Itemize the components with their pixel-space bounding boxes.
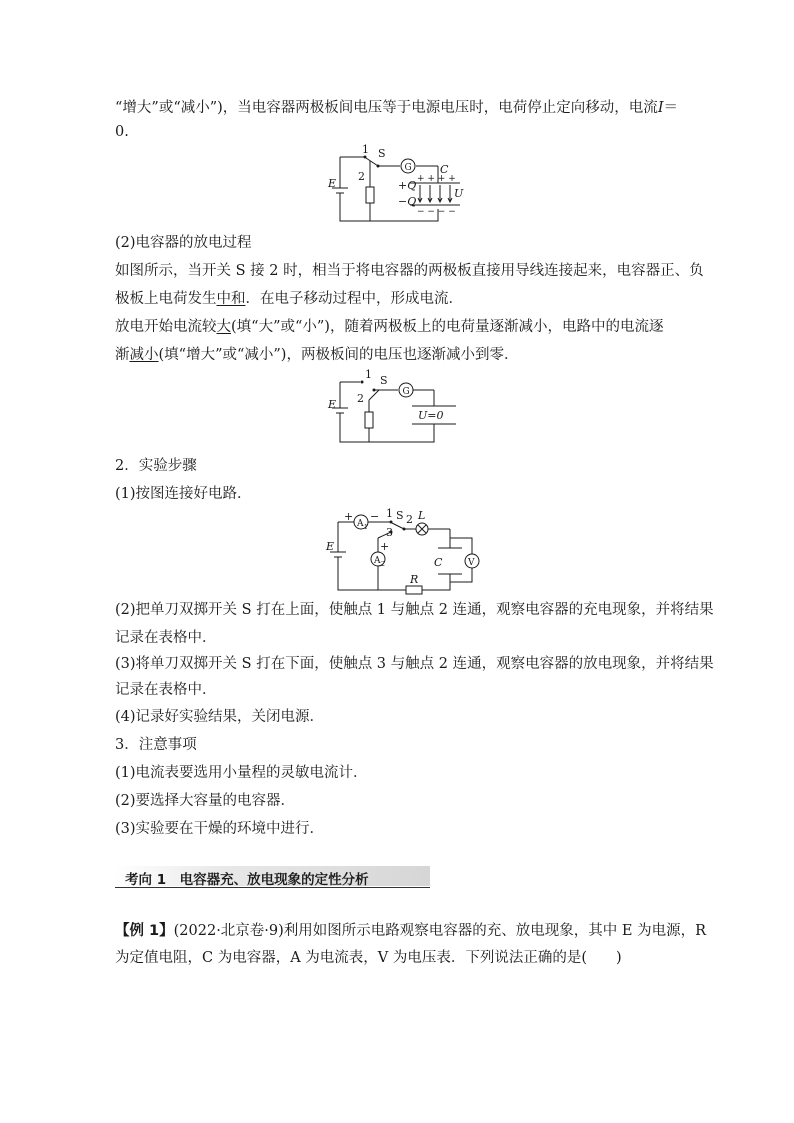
plate-plus-signs: + + + + bbox=[417, 174, 456, 184]
plus-terminal-2: + bbox=[380, 540, 390, 553]
discharge-p1-line-2: 极板上电荷发生中和．在电子移动过程中，形成电流． bbox=[115, 291, 463, 307]
emf-label: E bbox=[328, 177, 337, 190]
charging-circuit-diagram bbox=[320, 143, 470, 225]
emf-label: E bbox=[326, 540, 335, 553]
plus-q-label: +Q bbox=[398, 179, 417, 192]
plus-terminal: + bbox=[344, 510, 354, 523]
contact-1-label: 1 bbox=[362, 143, 369, 156]
contact-2-label: 2 bbox=[358, 170, 365, 183]
switch-label: S bbox=[378, 147, 386, 160]
discharge-p1-line-1: 如图所示，当开关 S 接 2 时，相当于将电容器的两极板直接用导线连接起来，电容器正、负 bbox=[115, 263, 704, 279]
step-3-line-2: 记录在表格中． bbox=[115, 682, 217, 698]
switch-label: S bbox=[396, 509, 404, 522]
step-2-line-2: 记录在表格中． bbox=[115, 630, 217, 646]
switch-label: S bbox=[380, 374, 388, 387]
voltmeter-label: V bbox=[468, 558, 475, 568]
example-tag: 【例 1】 bbox=[115, 923, 174, 939]
contact-1-label: 1 bbox=[365, 368, 372, 381]
note-2: (2)要选择大容量的电容器． bbox=[115, 793, 296, 809]
example-1-line-1 bbox=[115, 921, 706, 941]
galvanometer-label: G bbox=[402, 387, 410, 397]
notes-heading: 3．注意事项 bbox=[115, 737, 197, 753]
step-4: (4)记录好实验结果，关闭电源． bbox=[115, 709, 325, 725]
section-heading-bar bbox=[115, 866, 430, 890]
contact-2-label: 2 bbox=[357, 392, 364, 405]
minus-q-label: −Q bbox=[398, 195, 417, 208]
step-1: (1)按图连接好电路． bbox=[115, 486, 252, 502]
ammeter-2-label: A bbox=[374, 556, 381, 566]
galvanometer-label: G bbox=[404, 163, 412, 173]
steps-heading: 2．实验步骤 bbox=[115, 458, 197, 474]
contact-3-label: 3 bbox=[386, 526, 393, 539]
contact-2-label: 2 bbox=[406, 513, 413, 526]
ammeter-1-label: A bbox=[357, 519, 364, 529]
capacitor-label: C bbox=[434, 556, 443, 569]
emf-label: E bbox=[328, 398, 337, 411]
charge-end-line-2: 0. bbox=[115, 124, 129, 140]
answer-large: 大 bbox=[216, 319, 231, 335]
answer-decrease: 减小 bbox=[129, 347, 159, 363]
note-1: (1)电流表要选用小量程的灵敏电流计． bbox=[115, 765, 368, 781]
contact-1-label: 1 bbox=[386, 507, 393, 520]
step-3-line-1: (3)将单刀双掷开关 S 打在下面，使触点 3 与触点 2 连通，观察电容器的放电现象，并将结果 bbox=[115, 656, 714, 672]
discharging-circuit-diagram bbox=[322, 368, 472, 446]
section-title: 考向 1 电容器充、放电现象的定性分析 bbox=[125, 872, 369, 888]
voltage-label: U bbox=[454, 187, 464, 200]
example-1-line-2: 为定值电阻，C 为电容器，A 为电流表，V 为电压表．下列说法正确的是( ) bbox=[115, 950, 622, 966]
capacitor-label: C bbox=[440, 163, 449, 176]
discharge-heading: (2)电容器的放电过程 bbox=[115, 235, 252, 251]
zero-voltage-label: U=0 bbox=[418, 409, 444, 422]
discharge-p2-line-2: 渐减小(填“增大”或“减小”)，两极板间的电压也逐渐减小到零． bbox=[115, 347, 519, 363]
equals-sign: ＝ bbox=[663, 100, 679, 116]
discharge-p2-line-1: 放电开始电流较大(填“大”或“小”)，随着两极板上的电荷量逐渐减小，电路中的电流逐 bbox=[115, 319, 664, 335]
ammeter-1-sub: 1 bbox=[364, 524, 368, 531]
step-2-line-1: (2)把单刀双掷开关 S 打在上面，使触点 1 与触点 2 连通，观察电容器的充电现象，并将结果 bbox=[115, 602, 714, 618]
resistor-label: R bbox=[410, 573, 419, 586]
charge-end-line-1 bbox=[115, 98, 678, 118]
lamp-label: L bbox=[418, 509, 426, 522]
charge-end-text: “增大”或“减小”)，当电容器两极板间电压等于电源电压时，电荷停止定向移动，电流 bbox=[115, 100, 658, 116]
plate-minus-signs: − − − − bbox=[417, 207, 456, 217]
answer-neutralize: 中和 bbox=[216, 291, 246, 307]
example-1-text: (2022·北京卷·9)利用如图所示电路观察电容器的充、放电现象，其中 E 为电源，R bbox=[173, 923, 707, 939]
experiment-circuit-diagram bbox=[320, 508, 490, 594]
minus-terminal: − bbox=[370, 510, 380, 523]
ammeter-2-sub: 2 bbox=[381, 561, 385, 568]
note-3: (3)实验要在干燥的环境中进行． bbox=[115, 821, 325, 837]
current-symbol: I bbox=[657, 100, 664, 116]
